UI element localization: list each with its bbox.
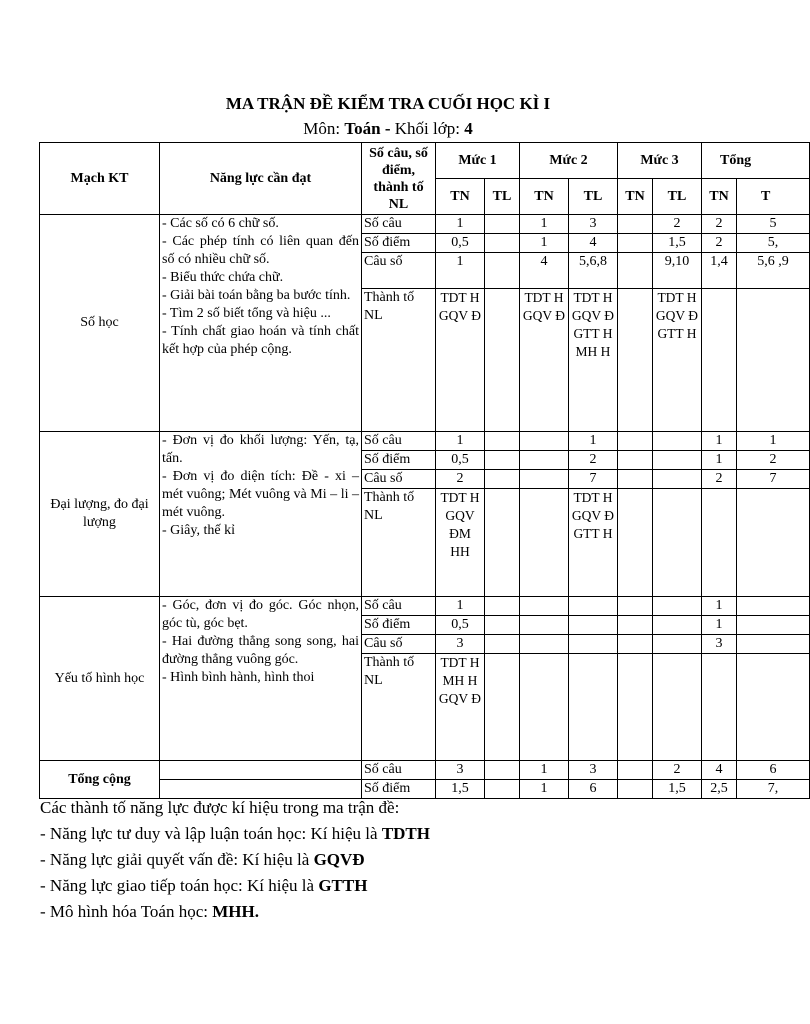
- skill-item: - Đơn vị đo diện tích: Đề - xi – mét vuông; Mét vuông và Mi – li – mét vuông.: [162, 469, 359, 520]
- header-muc3-tl: TL: [653, 179, 702, 215]
- row-label: Số câu: [362, 215, 436, 234]
- total-value-cell: 2: [653, 761, 702, 780]
- value-cell: 3: [702, 635, 737, 654]
- value-cell: [737, 289, 810, 432]
- value-cell: 1: [702, 451, 737, 470]
- total-value-cell: 7,: [737, 780, 810, 799]
- table-row: [40, 215, 810, 234]
- total-value-cell: [485, 780, 520, 799]
- section-name: Yếu tố hình học: [40, 597, 160, 761]
- table-row: [40, 761, 810, 780]
- total-value-cell: [618, 780, 653, 799]
- header-muc2-tl: TL: [569, 179, 618, 215]
- skill-item: - Giây, thế kỉ: [162, 523, 235, 538]
- value-cell: [618, 289, 653, 432]
- header-tong-tl: T: [737, 179, 810, 215]
- value-cell: [653, 489, 702, 597]
- row-label: Số câu: [362, 432, 436, 451]
- value-cell: [520, 635, 569, 654]
- value-cell: 1: [436, 432, 485, 451]
- value-cell: [618, 470, 653, 489]
- value-cell: 1: [520, 215, 569, 234]
- legend-intro: Các thành tố năng lực được kí hiệu trong ma trận đề:: [40, 798, 400, 817]
- value-cell: [737, 616, 810, 635]
- value-cell: [485, 597, 520, 616]
- value-cell: 2: [702, 215, 737, 234]
- assessment-matrix-table: [39, 142, 810, 799]
- row-label: Số điểm: [362, 616, 436, 635]
- total-label: Tổng cộng: [40, 761, 160, 799]
- value-cell: [485, 635, 520, 654]
- total-value-cell: 3: [436, 761, 485, 780]
- value-cell: [520, 597, 569, 616]
- value-cell: [485, 654, 520, 761]
- value-cell: 9,10: [653, 253, 702, 289]
- value-cell: [520, 654, 569, 761]
- value-cell: 1: [436, 215, 485, 234]
- subject-name: Toán -: [344, 119, 395, 138]
- row-label: Số điểm: [362, 780, 436, 799]
- value-cell: [653, 451, 702, 470]
- value-cell: [653, 470, 702, 489]
- table-row: [40, 432, 810, 451]
- value-cell: 3: [436, 635, 485, 654]
- value-cell: [653, 654, 702, 761]
- value-cell: [485, 234, 520, 253]
- value-cell: [520, 489, 569, 597]
- total-value-cell: 4: [702, 761, 737, 780]
- value-cell: 2: [569, 451, 618, 470]
- total-value-cell: 3: [569, 761, 618, 780]
- row-label: Thành tố NL: [362, 289, 436, 432]
- value-cell: [702, 654, 737, 761]
- header-muc1-tn: TN: [436, 179, 485, 215]
- subject-prefix: Môn:: [303, 119, 345, 138]
- value-cell: [485, 489, 520, 597]
- skill-item: - Đơn vị đo khối lượng: Yến, tạ, tấn.: [162, 433, 359, 466]
- value-cell: [485, 432, 520, 451]
- value-cell: 1: [702, 597, 737, 616]
- skill-item: - Góc, đơn vị đo góc. Góc nhọn, góc tù, góc bẹt.: [162, 598, 359, 631]
- value-cell: TDT H GQV Đ GTT H: [653, 289, 702, 432]
- legend-text: - Năng lực giao tiếp toán học: Kí hiệu là: [40, 876, 319, 895]
- legend-code: GQVĐ: [313, 850, 365, 869]
- skill-item: - Hình bình hành, hình thoi: [162, 670, 315, 685]
- value-cell: [702, 489, 737, 597]
- empty-cell: [160, 761, 362, 780]
- total-value-cell: 1,5: [653, 780, 702, 799]
- page-subtitle: [0, 119, 776, 139]
- value-cell: 2: [702, 470, 737, 489]
- total-value-cell: 6: [569, 780, 618, 799]
- header-so-cau-diem: Số câu, số điểm, thành tố NL: [362, 143, 436, 215]
- value-cell: 0,5: [436, 451, 485, 470]
- value-cell: [569, 597, 618, 616]
- row-label: Số điểm: [362, 451, 436, 470]
- value-cell: [485, 253, 520, 289]
- header-mach-kt: Mạch KT: [40, 143, 160, 215]
- total-value-cell: 1: [520, 761, 569, 780]
- header-nang-luc: Năng lực cần đạt: [160, 143, 362, 215]
- value-cell: 7: [569, 470, 618, 489]
- value-cell: TDT H GQV ĐM HH: [436, 489, 485, 597]
- value-cell: [653, 635, 702, 654]
- value-cell: [653, 597, 702, 616]
- header-muc1-tl: TL: [485, 179, 520, 215]
- value-cell: [520, 470, 569, 489]
- skills-cell: [160, 215, 362, 432]
- row-label: Câu số: [362, 470, 436, 489]
- skill-item: - Biểu thức chứa chữ.: [162, 270, 284, 285]
- value-cell: [618, 654, 653, 761]
- value-cell: [618, 253, 653, 289]
- legend-text: - Năng lực tư duy và lập luận toán học: Kí hiệu là: [40, 824, 382, 843]
- row-label: Số điểm: [362, 234, 436, 253]
- header-muc3-tn: TN: [618, 179, 653, 215]
- section-name: Đại lượng, đo đại lượng: [40, 432, 160, 597]
- section-name: Số học: [40, 215, 160, 432]
- header-tong-tn: TN: [702, 179, 737, 215]
- legend-text: - Mô hình hóa Toán học:: [40, 902, 213, 921]
- value-cell: [737, 597, 810, 616]
- legend-item: [40, 821, 430, 847]
- value-cell: 0,5: [436, 234, 485, 253]
- value-cell: TDT H GQV Đ: [520, 289, 569, 432]
- value-cell: 1: [737, 432, 810, 451]
- grade-value: 4: [464, 119, 473, 138]
- legend-code: TDTH: [381, 824, 430, 843]
- header-muc2-tn: TN: [520, 179, 569, 215]
- value-cell: [618, 635, 653, 654]
- row-label: Số câu: [362, 761, 436, 780]
- header-tong: Tổng: [702, 143, 810, 179]
- value-cell: [569, 616, 618, 635]
- skill-item: - Giải bài toán bằng ba bước tính.: [162, 288, 351, 303]
- header-muc-3: Mức 3: [618, 143, 702, 179]
- value-cell: 7: [737, 470, 810, 489]
- skills-cell: [160, 432, 362, 597]
- total-value-cell: 1: [520, 780, 569, 799]
- legend-item: [40, 847, 430, 873]
- value-cell: 4: [569, 234, 618, 253]
- value-cell: 3: [569, 215, 618, 234]
- table-row: [40, 597, 810, 616]
- skill-item: - Tính chất giao hoán và tính chất kết hợp của phép cộng.: [162, 324, 359, 357]
- skill-item: - Tìm 2 số biết tổng và hiệu ...: [162, 306, 331, 321]
- value-cell: [618, 597, 653, 616]
- value-cell: [618, 616, 653, 635]
- value-cell: [485, 451, 520, 470]
- value-cell: 5,6 ,9: [737, 253, 810, 289]
- value-cell: [618, 432, 653, 451]
- value-cell: 4: [520, 253, 569, 289]
- value-cell: 5: [737, 215, 810, 234]
- total-value-cell: 6: [737, 761, 810, 780]
- value-cell: [618, 489, 653, 597]
- value-cell: 1: [569, 432, 618, 451]
- value-cell: [653, 616, 702, 635]
- value-cell: 5,6,8: [569, 253, 618, 289]
- value-cell: [618, 451, 653, 470]
- value-cell: [737, 635, 810, 654]
- skill-item: - Hai đường thẳng song song, hai đường thẳng vuông góc.: [162, 634, 359, 667]
- value-cell: [485, 215, 520, 234]
- value-cell: [569, 635, 618, 654]
- value-cell: [653, 432, 702, 451]
- value-cell: [702, 289, 737, 432]
- skill-item: - Các số có 6 chữ số.: [162, 216, 279, 231]
- value-cell: [737, 489, 810, 597]
- value-cell: 1: [702, 616, 737, 635]
- total-value-cell: [485, 761, 520, 780]
- legend-item: [40, 899, 430, 925]
- value-cell: 2: [653, 215, 702, 234]
- value-cell: [485, 289, 520, 432]
- value-cell: [485, 616, 520, 635]
- value-cell: 1: [520, 234, 569, 253]
- value-cell: [520, 616, 569, 635]
- value-cell: 5,: [737, 234, 810, 253]
- value-cell: 1: [436, 597, 485, 616]
- legend-code: GTTH: [318, 876, 368, 895]
- value-cell: 1: [702, 432, 737, 451]
- row-label: Câu số: [362, 253, 436, 289]
- value-cell: [485, 470, 520, 489]
- legend-text: - Năng lực giải quyết vấn đề: Kí hiệu là: [40, 850, 314, 869]
- header-muc-2: Mức 2: [520, 143, 618, 179]
- value-cell: [520, 432, 569, 451]
- value-cell: [520, 451, 569, 470]
- value-cell: [618, 234, 653, 253]
- value-cell: TDT H GQV Đ: [436, 289, 485, 432]
- value-cell: TDT H MH H GQV Đ: [436, 654, 485, 761]
- total-value-cell: [618, 761, 653, 780]
- legend-item: [40, 873, 430, 899]
- total-value-cell: 1,5: [436, 780, 485, 799]
- header-muc-1: Mức 1: [436, 143, 520, 179]
- row-label: Câu số: [362, 635, 436, 654]
- value-cell: 1,4: [702, 253, 737, 289]
- skill-item: - Các phép tính có liên quan đến số có nhiều chữ số.: [162, 234, 359, 267]
- value-cell: TDT H GQV Đ GTT H MH H: [569, 289, 618, 432]
- legend: [40, 795, 430, 925]
- row-label: Thành tố NL: [362, 654, 436, 761]
- value-cell: [569, 654, 618, 761]
- grade-label: Khối lớp:: [394, 119, 465, 138]
- value-cell: 2: [702, 234, 737, 253]
- value-cell: 1: [436, 253, 485, 289]
- value-cell: 1,5: [653, 234, 702, 253]
- value-cell: 0,5: [436, 616, 485, 635]
- value-cell: 2: [737, 451, 810, 470]
- skills-cell: [160, 597, 362, 761]
- value-cell: [618, 215, 653, 234]
- value-cell: 2: [436, 470, 485, 489]
- value-cell: TDT H GQV Đ GTT H: [569, 489, 618, 597]
- row-label: Số câu: [362, 597, 436, 616]
- total-value-cell: 2,5: [702, 780, 737, 799]
- page-title: MA TRẬN ĐỀ KIỂM TRA CUỐI HỌC KÌ I: [225, 94, 551, 113]
- row-label: Thành tố NL: [362, 489, 436, 597]
- value-cell: [737, 654, 810, 761]
- legend-code: MHH.: [212, 902, 259, 921]
